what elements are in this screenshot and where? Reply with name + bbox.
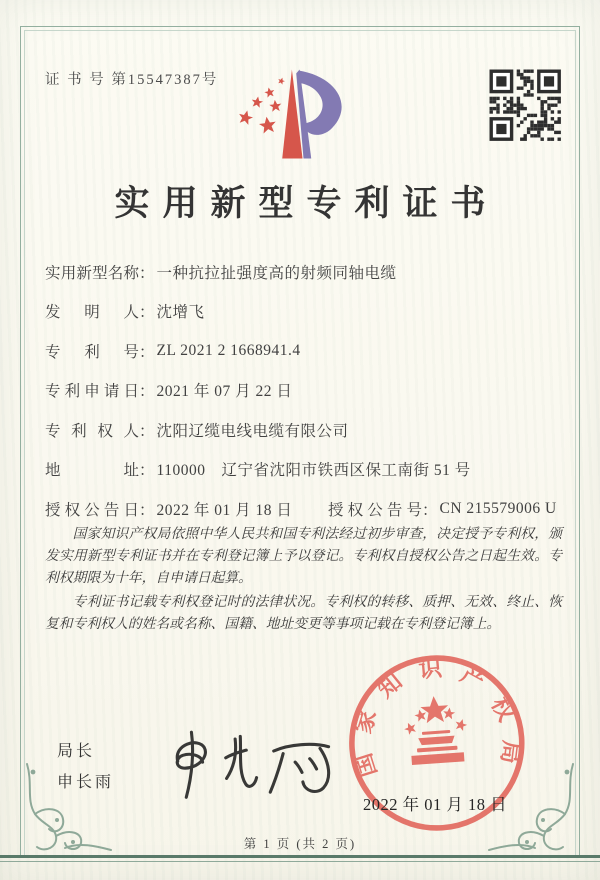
page-number: 第 1 页 (共 2 页) xyxy=(243,837,357,851)
logo-p-shape xyxy=(296,70,341,159)
field-label: 专利申请日 xyxy=(45,383,139,401)
field-label: 授权公告日 xyxy=(45,501,139,519)
field-row-patent-no: 专利号 ： ZL 2021 2 1668941.4 xyxy=(45,341,301,361)
signer-block xyxy=(57,736,114,798)
body-paragraph-1: 国家知识产权局依照中华人民共和国专利法经过初步审查，决定授予专利权，颁发实用新型专利证书并在专利登记簿上予以登记。专利权自授权公告之日起生效。专利权期限为十年，自申请日起算。 xyxy=(45,526,562,586)
field-value: 沈阳辽缆电线电缆有限公司 xyxy=(156,422,349,440)
field-value: 沈增飞 xyxy=(156,304,205,322)
field-value: ZL 2021 2 1668941.4 xyxy=(156,341,301,359)
field-label: 授权公告号 xyxy=(328,501,422,519)
field-value: 110000 辽宁省沈阳市铁西区保工南街 51 号 xyxy=(156,462,471,480)
certificate-number: 证 书 号 第15547387号 xyxy=(45,72,219,88)
field-label: 实用新型名称 xyxy=(45,264,139,282)
seal-date: 2022 年 01 月 18 日 xyxy=(363,795,508,814)
field-label: 发明人 xyxy=(45,304,139,322)
qr-code xyxy=(486,66,568,148)
field-row-name: 实用新型名称 ： 一种抗拉扯强度高的射频同轴电缆 xyxy=(45,252,564,292)
seal-text: 国家知识产权局 xyxy=(350,655,525,780)
grant-no-value: CN 215579006 U xyxy=(439,499,557,517)
seal-emblem xyxy=(401,694,472,766)
field-row-filing-date: 专利申请日 ： 2021 年 07 月 22 日 xyxy=(45,371,564,411)
field-label: 专利权人 xyxy=(45,422,139,440)
field-row-grant: 授权公告日 ： 2022 年 01 月 18 日 授权公告号 ： CN 215579006 U xyxy=(45,499,557,519)
grant-date-value: 2022 年 01 月 18 日 xyxy=(156,501,293,519)
field-row-address: 地址 ： 110000 辽宁省沈阳市铁西区保工南街 51 号 xyxy=(45,450,564,490)
logo-stars xyxy=(237,77,286,134)
field-row-inventor: 发明人 ： 沈增飞 xyxy=(45,292,564,332)
field-value: 一种抗拉扯强度高的射频同轴电缆 xyxy=(156,264,397,282)
signer-name: 申长雨 xyxy=(57,774,115,791)
official-seal-icon xyxy=(340,646,535,845)
bottom-edge-line-light xyxy=(0,861,600,862)
legal-text xyxy=(45,523,562,637)
field-list xyxy=(45,252,564,529)
signer-title: 局长 xyxy=(57,743,96,760)
field-row-patentee: 专利权人 ： 沈阳辽缆电线电缆有限公司 xyxy=(45,410,564,450)
field-label: 专利号 xyxy=(45,343,139,361)
field-label: 地址 xyxy=(45,462,139,480)
certificate-title: 实用新型专利证书 xyxy=(114,184,499,223)
body-paragraph-2: 专利证书记载专利权登记时的法律状况。专利权的转移、质押、无效、终止、恢复和专利权人的姓名或名称、国籍、地址变更等事项记载在专利登记簿上。 xyxy=(45,594,562,632)
handwritten-signature-icon xyxy=(152,720,332,817)
cnipa-logo-icon xyxy=(231,56,376,176)
field-value: 2021 年 07 月 22 日 xyxy=(156,383,293,401)
bottom-edge-line xyxy=(0,855,600,858)
